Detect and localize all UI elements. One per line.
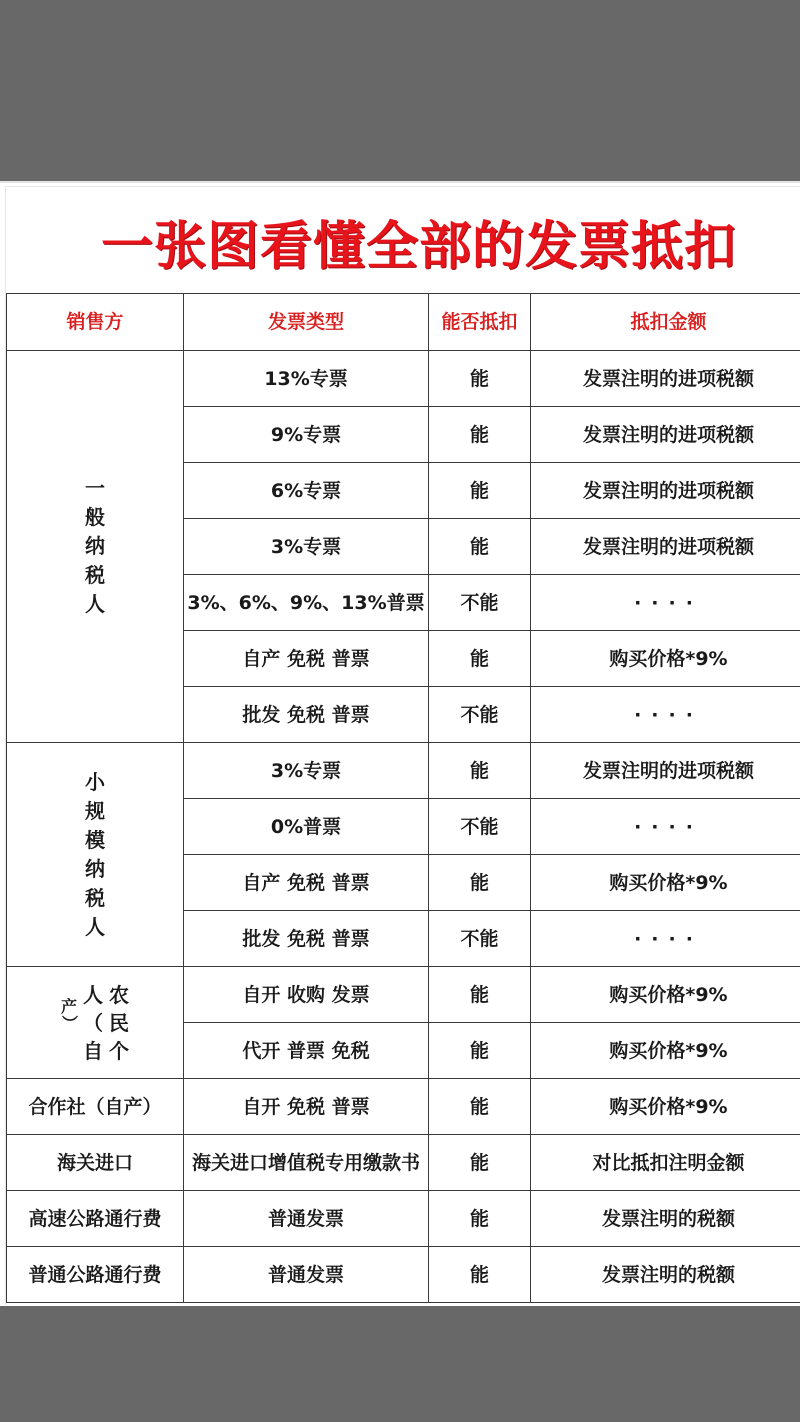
seller-cell-customs-import: 海关进口 xyxy=(7,1135,184,1191)
amount-cell-empty: ···· xyxy=(531,575,800,631)
seller-label: 一般纳税人 xyxy=(85,476,105,616)
invoice-type-cell: 自开 收购 发票 xyxy=(184,967,429,1023)
invoice-type-cell: 批发 免税 普票 xyxy=(184,687,429,743)
amount-cell: 购买价格*9% xyxy=(531,631,800,687)
amount-cell: 发票注明的税额 xyxy=(531,1247,800,1303)
amount-cell-empty: ···· xyxy=(531,911,800,967)
amount-cell: 发票注明的进项税额 xyxy=(531,519,800,575)
deductible-cell: 不能 xyxy=(429,799,531,855)
deductible-cell: 不能 xyxy=(429,575,531,631)
invoice-type-cell: 3%专票 xyxy=(184,743,429,799)
seller-label-col-3: 产 ） xyxy=(59,996,79,1031)
table-row xyxy=(7,351,800,407)
seller-cell-road-toll: 普通公路通行费 xyxy=(7,1247,184,1303)
amount-cell: 发票注明的进项税额 xyxy=(531,463,800,519)
deductible-cell: 能 xyxy=(429,463,531,519)
deductible-cell: 能 xyxy=(429,1023,531,1079)
seller-label-col-2: 人 （ 自 xyxy=(83,982,103,1063)
bottom-gray-band xyxy=(0,1306,800,1422)
amount-cell-empty: ···· xyxy=(531,687,800,743)
amount-cell: 发票注明的进项税额 xyxy=(531,743,800,799)
invoice-type-cell: 自产 免税 普票 xyxy=(184,855,429,911)
deductible-cell: 能 xyxy=(429,519,531,575)
deductible-cell: 能 xyxy=(429,1247,531,1303)
amount-cell: 发票注明的进项税额 xyxy=(531,407,800,463)
header-invoice-type: 发票类型 xyxy=(184,294,429,351)
seller-label-vertical xyxy=(61,981,129,1065)
invoice-type-cell: 自开 免税 普票 xyxy=(184,1079,429,1135)
amount-cell: 购买价格*9% xyxy=(531,967,800,1023)
header-deductible: 能否抵扣 xyxy=(429,294,531,351)
invoice-type-cell: 6%专票 xyxy=(184,463,429,519)
deductible-cell: 不能 xyxy=(429,687,531,743)
table-row xyxy=(7,967,800,1023)
deductible-cell: 能 xyxy=(429,743,531,799)
deductible-cell: 能 xyxy=(429,855,531,911)
invoice-type-cell: 13%专票 xyxy=(184,351,429,407)
page-title: 一张图看懂全部的发票抵扣 xyxy=(100,217,737,277)
invoice-type-cell: 自产 免税 普票 xyxy=(184,631,429,687)
seller-cell-highway-toll: 高速公路通行费 xyxy=(7,1191,184,1247)
invoice-type-cell: 3%专票 xyxy=(184,519,429,575)
invoice-type-cell: 3%、6%、9%、13%普票 xyxy=(184,575,429,631)
amount-cell: 发票注明的进项税额 xyxy=(531,351,800,407)
invoice-type-cell: 9%专票 xyxy=(184,407,429,463)
deductible-cell: 能 xyxy=(429,1191,531,1247)
invoice-type-cell: 普通发票 xyxy=(184,1191,429,1247)
deductible-cell: 能 xyxy=(429,351,531,407)
deductible-cell: 能 xyxy=(429,1135,531,1191)
table-row xyxy=(7,1191,800,1247)
top-gray-band xyxy=(0,0,800,180)
deductible-cell: 能 xyxy=(429,631,531,687)
amount-cell: 购买价格*9% xyxy=(531,1023,800,1079)
amount-cell: 发票注明的税额 xyxy=(531,1191,800,1247)
invoice-type-cell: 代开 普票 免税 xyxy=(184,1023,429,1079)
seller-cell-general-taxpayer xyxy=(7,351,184,743)
table-row xyxy=(7,1079,800,1135)
amount-cell: 购买价格*9% xyxy=(531,855,800,911)
invoice-type-cell: 普通发票 xyxy=(184,1247,429,1303)
table-row xyxy=(7,1135,800,1191)
amount-cell: 购买价格*9% xyxy=(531,1079,800,1135)
seller-cell-individual-farmer xyxy=(7,967,184,1079)
seller-label: 小规模纳税人 xyxy=(85,769,105,939)
header-deduction-amount: 抵扣金额 xyxy=(531,294,800,351)
amount-cell-empty: ···· xyxy=(531,799,800,855)
table-row xyxy=(7,1247,800,1303)
amount-cell: 对比抵扣注明金额 xyxy=(531,1135,800,1191)
invoice-type-cell: 0%普票 xyxy=(184,799,429,855)
invoice-type-cell: 海关进口增值税专用缴款书 xyxy=(184,1135,429,1191)
seller-cell-cooperative: 合作社（自产） xyxy=(7,1079,184,1135)
table-header-row xyxy=(7,294,800,351)
invoice-deduction-table xyxy=(6,293,800,1303)
seller-label-col-1: 农 民 个 xyxy=(109,982,129,1063)
deductible-cell: 能 xyxy=(429,407,531,463)
seller-cell-small-scale-taxpayer xyxy=(7,743,184,967)
invoice-type-cell: 批发 免税 普票 xyxy=(184,911,429,967)
deductible-cell: 能 xyxy=(429,967,531,1023)
deductible-cell: 不能 xyxy=(429,911,531,967)
table-row xyxy=(7,743,800,799)
deductible-cell: 能 xyxy=(429,1079,531,1135)
header-seller: 销售方 xyxy=(7,294,184,351)
